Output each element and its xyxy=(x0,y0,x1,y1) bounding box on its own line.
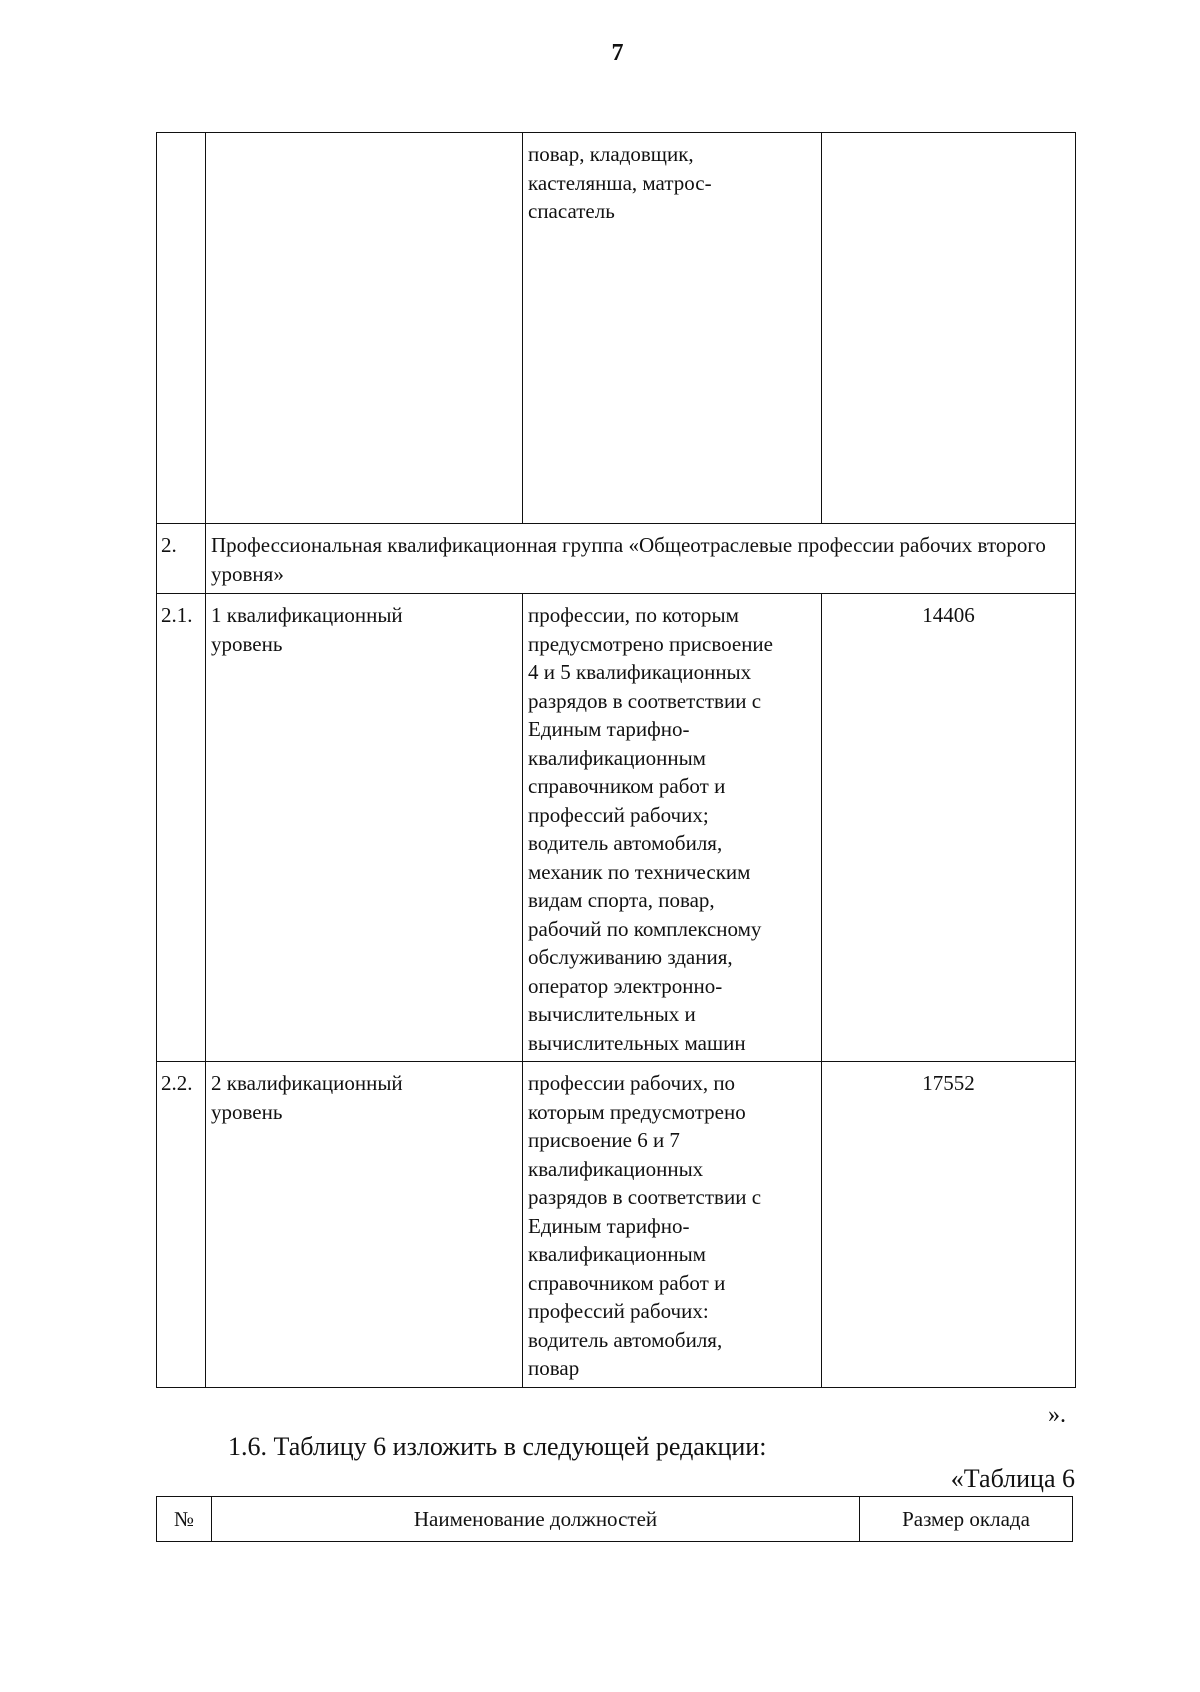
group-number-cell: 2. xyxy=(157,524,206,594)
table-6-caption: «Таблица 6 xyxy=(950,1464,1075,1493)
positions-cell: профессии рабочих, по которым предусмотрено присвоение 6 и 7 квалификационных разрядов в соответствии с Единым тарифно- квалификационным справочником работ и профессий рабочих: водитель автомобиля, повар xyxy=(523,1062,822,1388)
positions-cell: повар, кладовщик, кастелянша, матрос- спасатель xyxy=(523,133,822,524)
salary-cell: 14406 xyxy=(822,594,1076,1062)
level-cell: 1 квалификационный уровень xyxy=(206,594,523,1062)
header-position-name: Наименование должностей xyxy=(212,1497,860,1542)
table-row xyxy=(157,1062,1076,1388)
closing-quote: ». xyxy=(1048,1402,1066,1428)
row-number-cell xyxy=(157,133,206,524)
table-row xyxy=(157,133,1076,524)
row-number-cell: 2.2. xyxy=(157,1062,206,1388)
table-header-row xyxy=(157,1497,1073,1542)
table-5-continuation xyxy=(156,132,1076,1388)
salary-cell: 17552 xyxy=(822,1062,1076,1388)
page-number: 7 xyxy=(611,40,624,66)
table-6 xyxy=(156,1496,1073,1542)
instruction-paragraph: 1.6. Таблицу 6 изложить в следующей редакции: xyxy=(228,1432,767,1461)
table-row xyxy=(157,594,1076,1062)
group-row xyxy=(157,524,1076,594)
header-salary: Размер оклада xyxy=(860,1497,1073,1542)
header-number: № xyxy=(157,1497,212,1542)
salary-cell xyxy=(822,133,1076,524)
group-title-cell: Профессиональная квалификационная группа «Общеотраслевые профессии рабочих второго уровня» xyxy=(206,524,1076,594)
row-number-cell: 2.1. xyxy=(157,594,206,1062)
positions-cell: профессии, по которым предусмотрено присвоение 4 и 5 квалификационных разрядов в соответствии с Единым тарифно- квалификационным справочником работ и профессий рабочих; водитель автомобиля, механик по техническим видам спорта, повар, рабочий по комплексному обслуживанию здания, оператор электронно- вычислительных и вычислительных машин xyxy=(523,594,822,1062)
level-cell: 2 квалификационный уровень xyxy=(206,1062,523,1388)
level-cell xyxy=(206,133,523,524)
